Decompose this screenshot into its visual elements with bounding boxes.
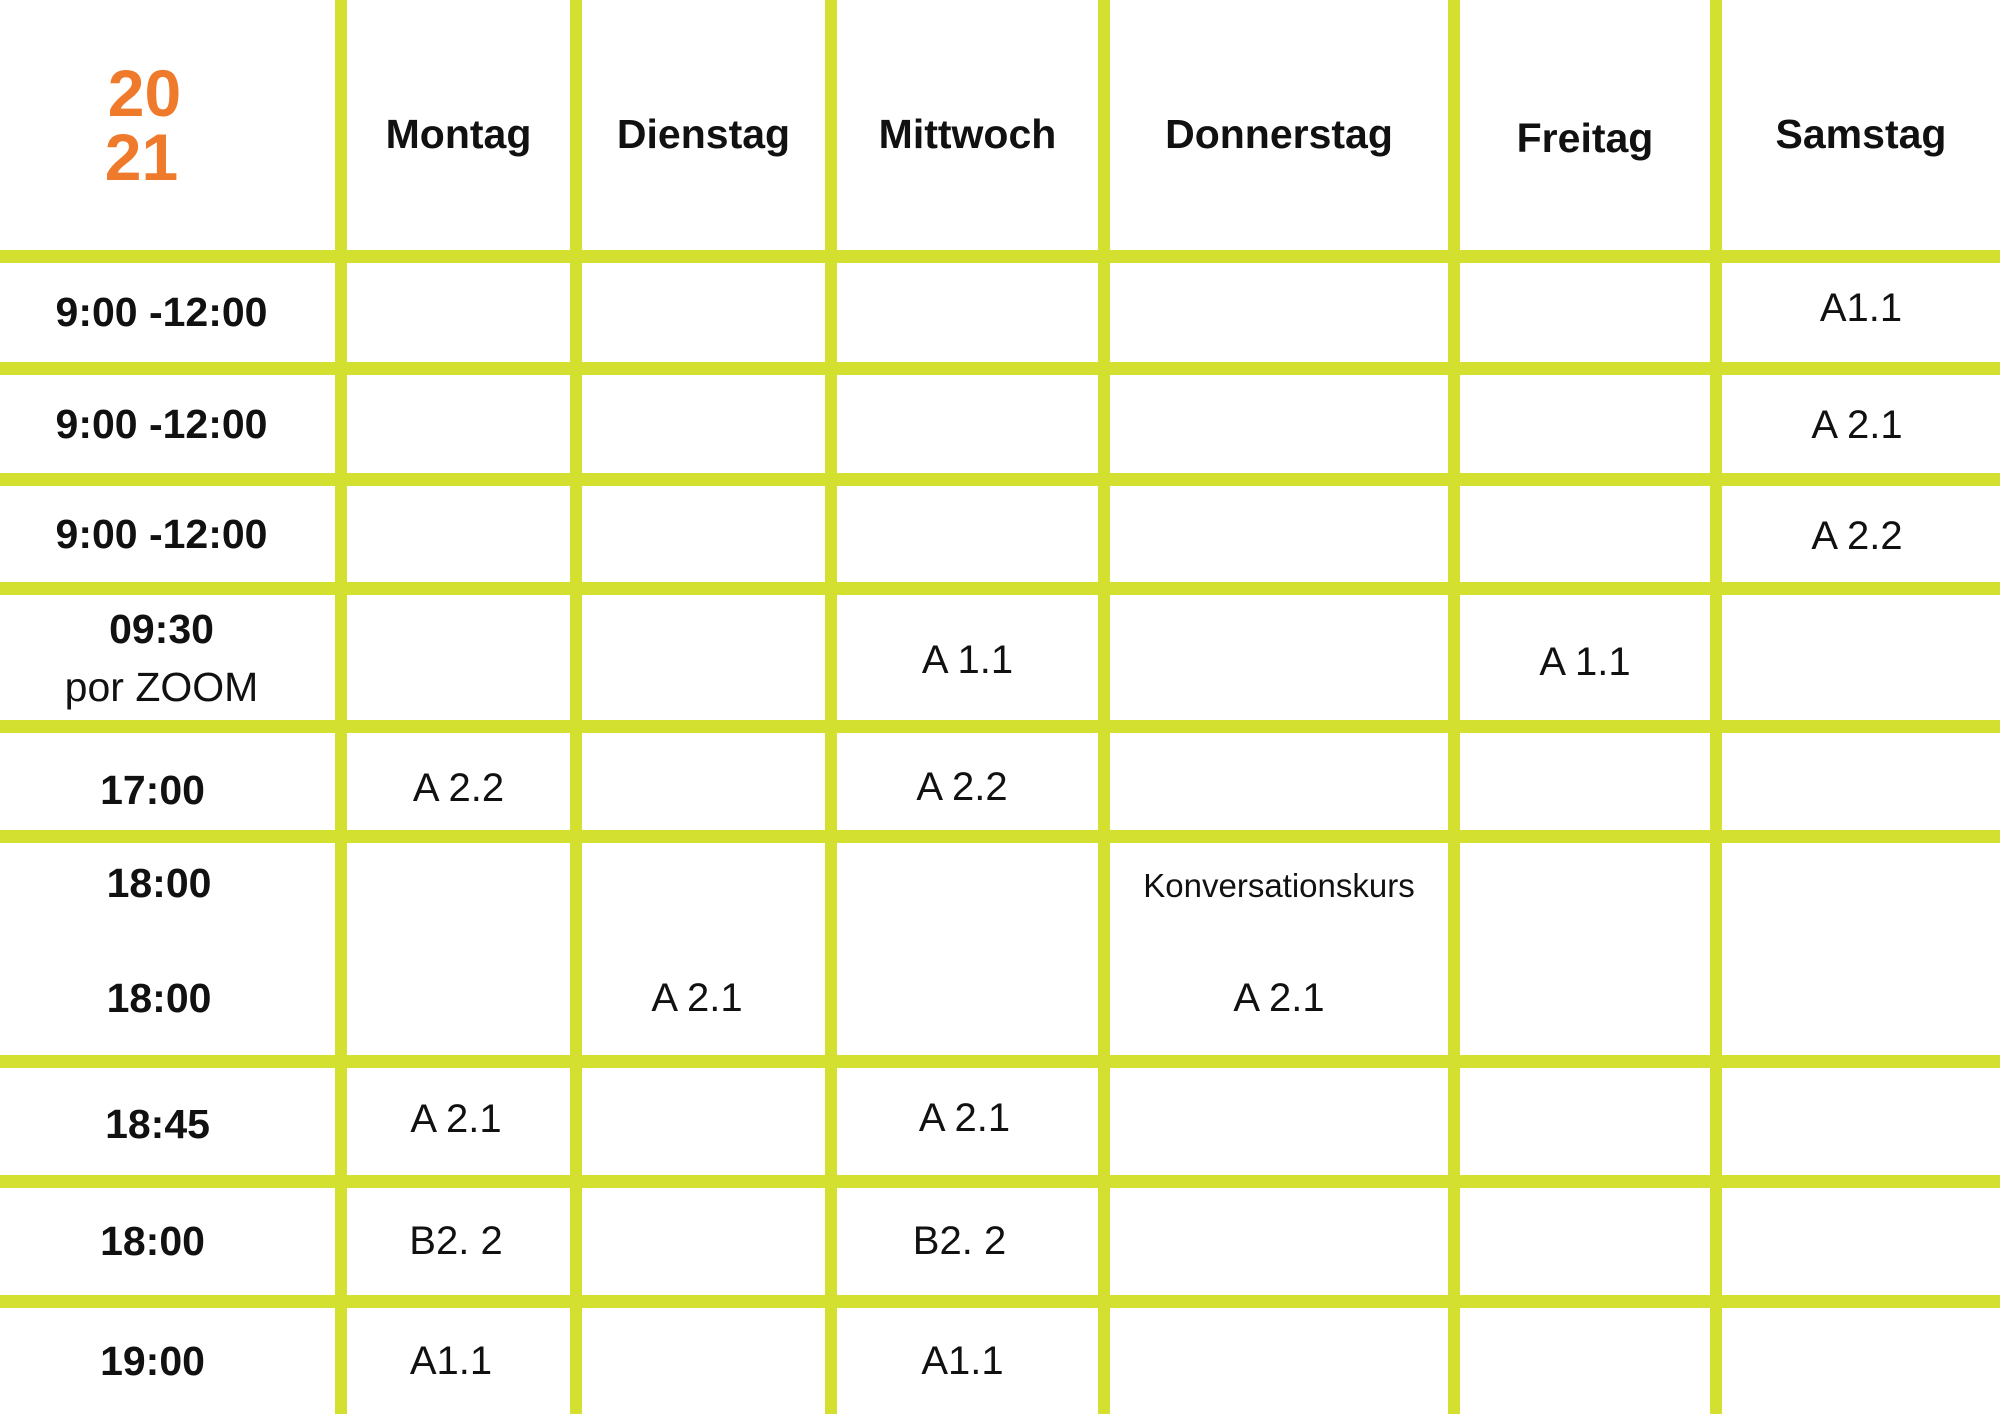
grid-vline bbox=[335, 0, 347, 1414]
grid-hline bbox=[0, 582, 2000, 595]
time-label: 18:00 bbox=[106, 859, 212, 906]
day-header-montag: Montag bbox=[385, 110, 532, 157]
course-entry: B2. 2 bbox=[409, 1219, 503, 1263]
course-entry-konversation: Konversationskurs bbox=[1143, 867, 1415, 904]
grid-hline bbox=[0, 1295, 2000, 1308]
time-label-line1: 09:30 bbox=[109, 605, 214, 652]
time-label: 17:00 bbox=[100, 766, 205, 813]
time-label: 18:45 bbox=[105, 1100, 210, 1147]
grid-hline bbox=[0, 1175, 2000, 1188]
day-header-donnerstag: Donnerstag bbox=[1165, 110, 1393, 157]
time-label: 18:00 bbox=[100, 1218, 205, 1264]
time-label: 9:00 -12:00 bbox=[55, 289, 268, 335]
course-entry: A 2.1 bbox=[651, 975, 743, 1020]
course-entry: A 1.1 bbox=[921, 637, 1014, 682]
course-entry: A 2.2 bbox=[1811, 513, 1903, 558]
course-entry: A 2.1 bbox=[410, 1096, 502, 1141]
course-entry: B2. 2 bbox=[912, 1219, 1007, 1263]
course-entry: A1.1 bbox=[1819, 285, 1903, 330]
grid-hline bbox=[0, 362, 2000, 375]
course-entry: A 1.1 bbox=[1539, 639, 1631, 684]
day-header-mittwoch: Mittwoch bbox=[878, 110, 1057, 157]
grid-hline bbox=[0, 1055, 2000, 1068]
year-label bbox=[0, 0, 335, 250]
day-header-samstag: Samstag bbox=[1775, 110, 1947, 157]
time-label: 9:00 -12:00 bbox=[55, 510, 268, 557]
course-entry: A 2.1 bbox=[1233, 975, 1325, 1020]
course-entry: A 2.1 bbox=[918, 1095, 1011, 1140]
grid-hline bbox=[0, 473, 2000, 486]
day-header-freitag: Freitag bbox=[1516, 114, 1654, 161]
course-entry: A1.1 bbox=[921, 1338, 1004, 1383]
zoom-note: por ZOOM bbox=[64, 663, 259, 710]
time-label: 19:00 bbox=[100, 1337, 205, 1384]
time-label: 18:00 bbox=[106, 974, 212, 1021]
course-entry: A 2.1 bbox=[1811, 402, 1903, 447]
course-entry: A1.1 bbox=[409, 1338, 493, 1383]
grid-vline bbox=[1710, 0, 1722, 1414]
grid-vline bbox=[1448, 0, 1460, 1414]
grid-vline bbox=[570, 0, 582, 1414]
day-header-dienstag: Dienstag bbox=[616, 110, 791, 157]
grid-vline bbox=[825, 0, 837, 1414]
time-label: 9:00 -12:00 bbox=[55, 400, 268, 447]
time-label-zoom bbox=[0, 595, 323, 720]
course-entry: A 2.2 bbox=[916, 764, 1008, 809]
course-entry: A 2.2 bbox=[412, 765, 505, 810]
grid-vline bbox=[1098, 0, 1110, 1414]
year-bottom: 21 bbox=[104, 120, 179, 194]
year-top: 20 bbox=[107, 56, 182, 130]
